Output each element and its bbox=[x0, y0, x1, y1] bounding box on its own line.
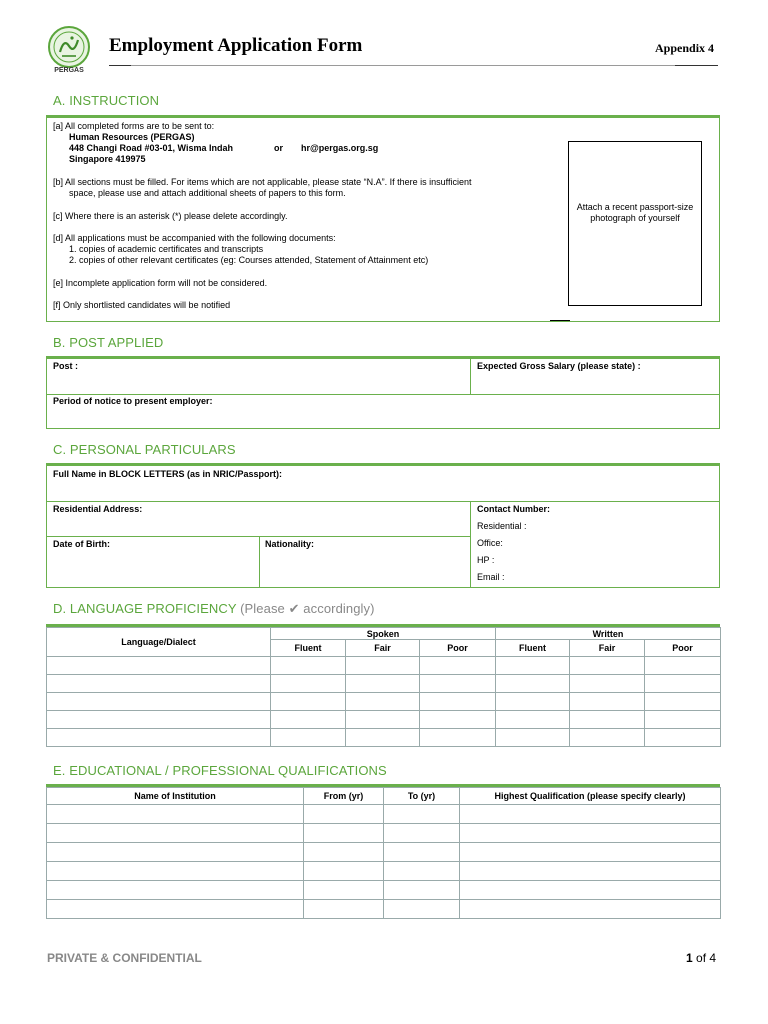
instruction-d: [d] All applications must be accompanied with the following documents: bbox=[53, 233, 336, 243]
residential-address-field[interactable]: Residential Address: bbox=[53, 504, 143, 514]
written-poor-cell[interactable] bbox=[645, 657, 721, 675]
instruction-d-item-1: 1. copies of academic certificates and transcripts bbox=[69, 244, 264, 254]
table-row bbox=[47, 675, 721, 693]
page-title: Employment Application Form bbox=[109, 35, 363, 56]
institution-cell[interactable] bbox=[47, 862, 304, 881]
spoken-fluent-cell[interactable] bbox=[271, 675, 346, 693]
spoken-fluent-cell[interactable] bbox=[271, 693, 346, 711]
language-table bbox=[46, 627, 721, 747]
col-from-header: From (yr) bbox=[304, 788, 384, 805]
address-or: or bbox=[274, 143, 283, 153]
section-c-heading: C. PERSONAL PARTICULARS bbox=[53, 442, 236, 457]
spoken-fair-cell[interactable] bbox=[346, 711, 420, 729]
expected-salary-field[interactable]: Expected Gross Salary (please state) : bbox=[477, 361, 641, 371]
hr-email-link[interactable]: hr@pergas.org.sg bbox=[301, 143, 379, 153]
language-cell[interactable] bbox=[47, 693, 271, 711]
institution-cell[interactable] bbox=[47, 881, 304, 900]
row-divider bbox=[47, 501, 719, 502]
spoken-fluent-cell[interactable] bbox=[271, 657, 346, 675]
institution-cell[interactable] bbox=[47, 805, 304, 824]
from-cell[interactable] bbox=[304, 881, 384, 900]
spoken-fair-cell[interactable] bbox=[346, 675, 420, 693]
written-fair-cell[interactable] bbox=[570, 711, 645, 729]
col-language-header: Language/Dialect bbox=[47, 628, 271, 657]
instruction-a: [a] All completed forms are to be sent to: bbox=[53, 121, 215, 131]
spoken-fair-cell[interactable] bbox=[346, 729, 420, 747]
spoken-poor-cell[interactable] bbox=[420, 711, 496, 729]
language-cell[interactable] bbox=[47, 657, 271, 675]
section-d-heading bbox=[53, 601, 375, 617]
section-d-title: D. LANGUAGE PROFICIENCY bbox=[53, 601, 237, 616]
instruction-box bbox=[46, 115, 720, 322]
col-divider bbox=[259, 536, 260, 588]
spoken-fluent-header: Fluent bbox=[271, 640, 346, 657]
written-fair-cell[interactable] bbox=[570, 729, 645, 747]
from-cell[interactable] bbox=[304, 862, 384, 881]
address-line-2: 448 Changi Road #03-01, Wisma Indah bbox=[69, 143, 233, 153]
institution-cell[interactable] bbox=[47, 824, 304, 843]
spoken-fluent-cell[interactable] bbox=[271, 711, 346, 729]
header-divider-accent-left bbox=[109, 65, 131, 66]
nationality-field[interactable]: Nationality: bbox=[265, 539, 315, 549]
written-fluent-cell[interactable] bbox=[496, 693, 570, 711]
written-poor-cell[interactable] bbox=[645, 693, 721, 711]
to-cell[interactable] bbox=[384, 900, 460, 919]
qualifications-table bbox=[46, 787, 721, 919]
written-header: Written bbox=[496, 628, 721, 640]
institution-cell[interactable] bbox=[47, 900, 304, 919]
spoken-fluent-cell[interactable] bbox=[271, 729, 346, 747]
spoken-header: Spoken bbox=[271, 628, 496, 640]
instruction-d-item-2: 2. copies of other relevant certificates (eg: Courses attended, Statement of Attainment etc) bbox=[69, 255, 429, 265]
contact-number-label: Contact Number: bbox=[477, 504, 551, 514]
photo-instruction: Attach a recent passport-size photograph of yourself bbox=[576, 202, 694, 223]
written-fair-cell[interactable] bbox=[570, 693, 645, 711]
spoken-fair-cell[interactable] bbox=[346, 657, 420, 675]
page-total: of 4 bbox=[692, 951, 717, 965]
row-divider bbox=[47, 394, 719, 395]
instruction-c: [c] Where there is an asterisk (*) please delete accordingly. bbox=[53, 211, 288, 221]
table-row bbox=[47, 805, 721, 824]
notice-period-field[interactable]: Period of notice to present employer: bbox=[53, 396, 213, 406]
section-d-subtitle: (Please ✔ accordingly) bbox=[240, 601, 375, 616]
written-fluent-cell[interactable] bbox=[496, 711, 570, 729]
language-cell[interactable] bbox=[47, 729, 271, 747]
language-cell[interactable] bbox=[47, 675, 271, 693]
page-number bbox=[686, 951, 716, 965]
institution-cell[interactable] bbox=[47, 843, 304, 862]
table-row bbox=[47, 862, 721, 881]
col-divider bbox=[470, 359, 471, 394]
qualification-cell[interactable] bbox=[460, 843, 721, 862]
qualification-cell[interactable] bbox=[460, 862, 721, 881]
written-fair-cell[interactable] bbox=[570, 675, 645, 693]
instruction-e: [e] Incomplete application form will not be considered. bbox=[53, 278, 268, 288]
post-field[interactable]: Post : bbox=[53, 361, 79, 371]
spoken-fair-cell[interactable] bbox=[346, 693, 420, 711]
personal-particulars-box bbox=[46, 463, 720, 588]
to-cell[interactable] bbox=[384, 805, 460, 824]
written-fluent-header: Fluent bbox=[496, 640, 570, 657]
col-institution-header: Name of Institution bbox=[47, 788, 304, 805]
pergas-logo-icon bbox=[48, 26, 90, 68]
table-row bbox=[47, 729, 721, 747]
written-poor-cell[interactable] bbox=[645, 729, 721, 747]
to-cell[interactable] bbox=[384, 824, 460, 843]
language-cell[interactable] bbox=[47, 711, 271, 729]
email-field[interactable]: Email : bbox=[477, 572, 505, 582]
section-a-heading: A. INSTRUCTION bbox=[53, 93, 160, 108]
photo-box-mark bbox=[550, 320, 570, 321]
logo-text: PERGAS bbox=[54, 67, 84, 74]
from-cell[interactable] bbox=[304, 843, 384, 862]
spoken-fair-header: Fair bbox=[346, 640, 420, 657]
written-fair-header: Fair bbox=[570, 640, 645, 657]
header-divider-accent-right bbox=[675, 65, 718, 66]
address-line-1: Human Resources (PERGAS) bbox=[69, 132, 195, 142]
confidential-label: PRIVATE & CONFIDENTIAL bbox=[47, 951, 202, 965]
appendix-label: Appendix 4 bbox=[655, 41, 715, 55]
qualification-cell[interactable] bbox=[460, 900, 721, 919]
table-row bbox=[47, 843, 721, 862]
header-divider bbox=[109, 65, 718, 66]
instruction-f: [f] Only shortlisted candidates will be notified bbox=[53, 300, 231, 310]
table-row bbox=[47, 693, 721, 711]
table-row bbox=[47, 711, 721, 729]
qualification-cell[interactable] bbox=[460, 805, 721, 824]
written-poor-cell[interactable] bbox=[645, 711, 721, 729]
section-b-heading: B. POST APPLIED bbox=[53, 335, 164, 350]
col-to-header: To (yr) bbox=[384, 788, 460, 805]
from-cell[interactable] bbox=[304, 900, 384, 919]
date-of-birth-field[interactable]: Date of Birth: bbox=[53, 539, 110, 549]
section-e-heading: E. EDUCATIONAL / PROFESSIONAL QUALIFICATIONS bbox=[53, 763, 387, 778]
spoken-poor-cell[interactable] bbox=[420, 729, 496, 747]
table-row bbox=[47, 881, 721, 900]
residential-phone-field[interactable]: Residential : bbox=[477, 521, 527, 531]
written-fluent-cell[interactable] bbox=[496, 657, 570, 675]
from-cell[interactable] bbox=[304, 805, 384, 824]
qualification-cell[interactable] bbox=[460, 881, 721, 900]
col-divider bbox=[470, 501, 471, 588]
table-row bbox=[47, 900, 721, 919]
from-cell[interactable] bbox=[304, 824, 384, 843]
address-line-3: Singapore 419975 bbox=[69, 154, 146, 164]
spoken-poor-cell[interactable] bbox=[420, 657, 496, 675]
office-phone-field[interactable]: Office: bbox=[477, 538, 503, 548]
post-applied-box bbox=[46, 356, 720, 429]
full-name-field[interactable]: Full Name in BLOCK LETTERS (as in NRIC/Passport): bbox=[53, 469, 283, 479]
page-current: 1 bbox=[686, 951, 693, 965]
instruction-b-cont: space, please use and attach additional sheets of papers to this form. bbox=[69, 188, 346, 198]
col-qualification-header: Highest Qualification (please specify clearly) bbox=[460, 788, 721, 805]
table-row bbox=[47, 824, 721, 843]
spoken-poor-cell[interactable] bbox=[420, 675, 496, 693]
spoken-poor-cell[interactable] bbox=[420, 693, 496, 711]
written-poor-cell[interactable] bbox=[645, 675, 721, 693]
to-cell[interactable] bbox=[384, 881, 460, 900]
instruction-b: [b] All sections must be filled. For items which are not applicable, please state “N.A”. If there is insufficient bbox=[53, 177, 472, 187]
written-fluent-cell[interactable] bbox=[496, 729, 570, 747]
written-fluent-cell[interactable] bbox=[496, 675, 570, 693]
qualification-cell[interactable] bbox=[460, 824, 721, 843]
photo-box[interactable] bbox=[568, 141, 702, 306]
written-fair-cell[interactable] bbox=[570, 657, 645, 675]
written-poor-header: Poor bbox=[645, 640, 721, 657]
hp-phone-field[interactable]: HP : bbox=[477, 555, 495, 565]
to-cell[interactable] bbox=[384, 843, 460, 862]
spoken-poor-header: Poor bbox=[420, 640, 496, 657]
to-cell[interactable] bbox=[384, 862, 460, 881]
table-row bbox=[47, 657, 721, 675]
